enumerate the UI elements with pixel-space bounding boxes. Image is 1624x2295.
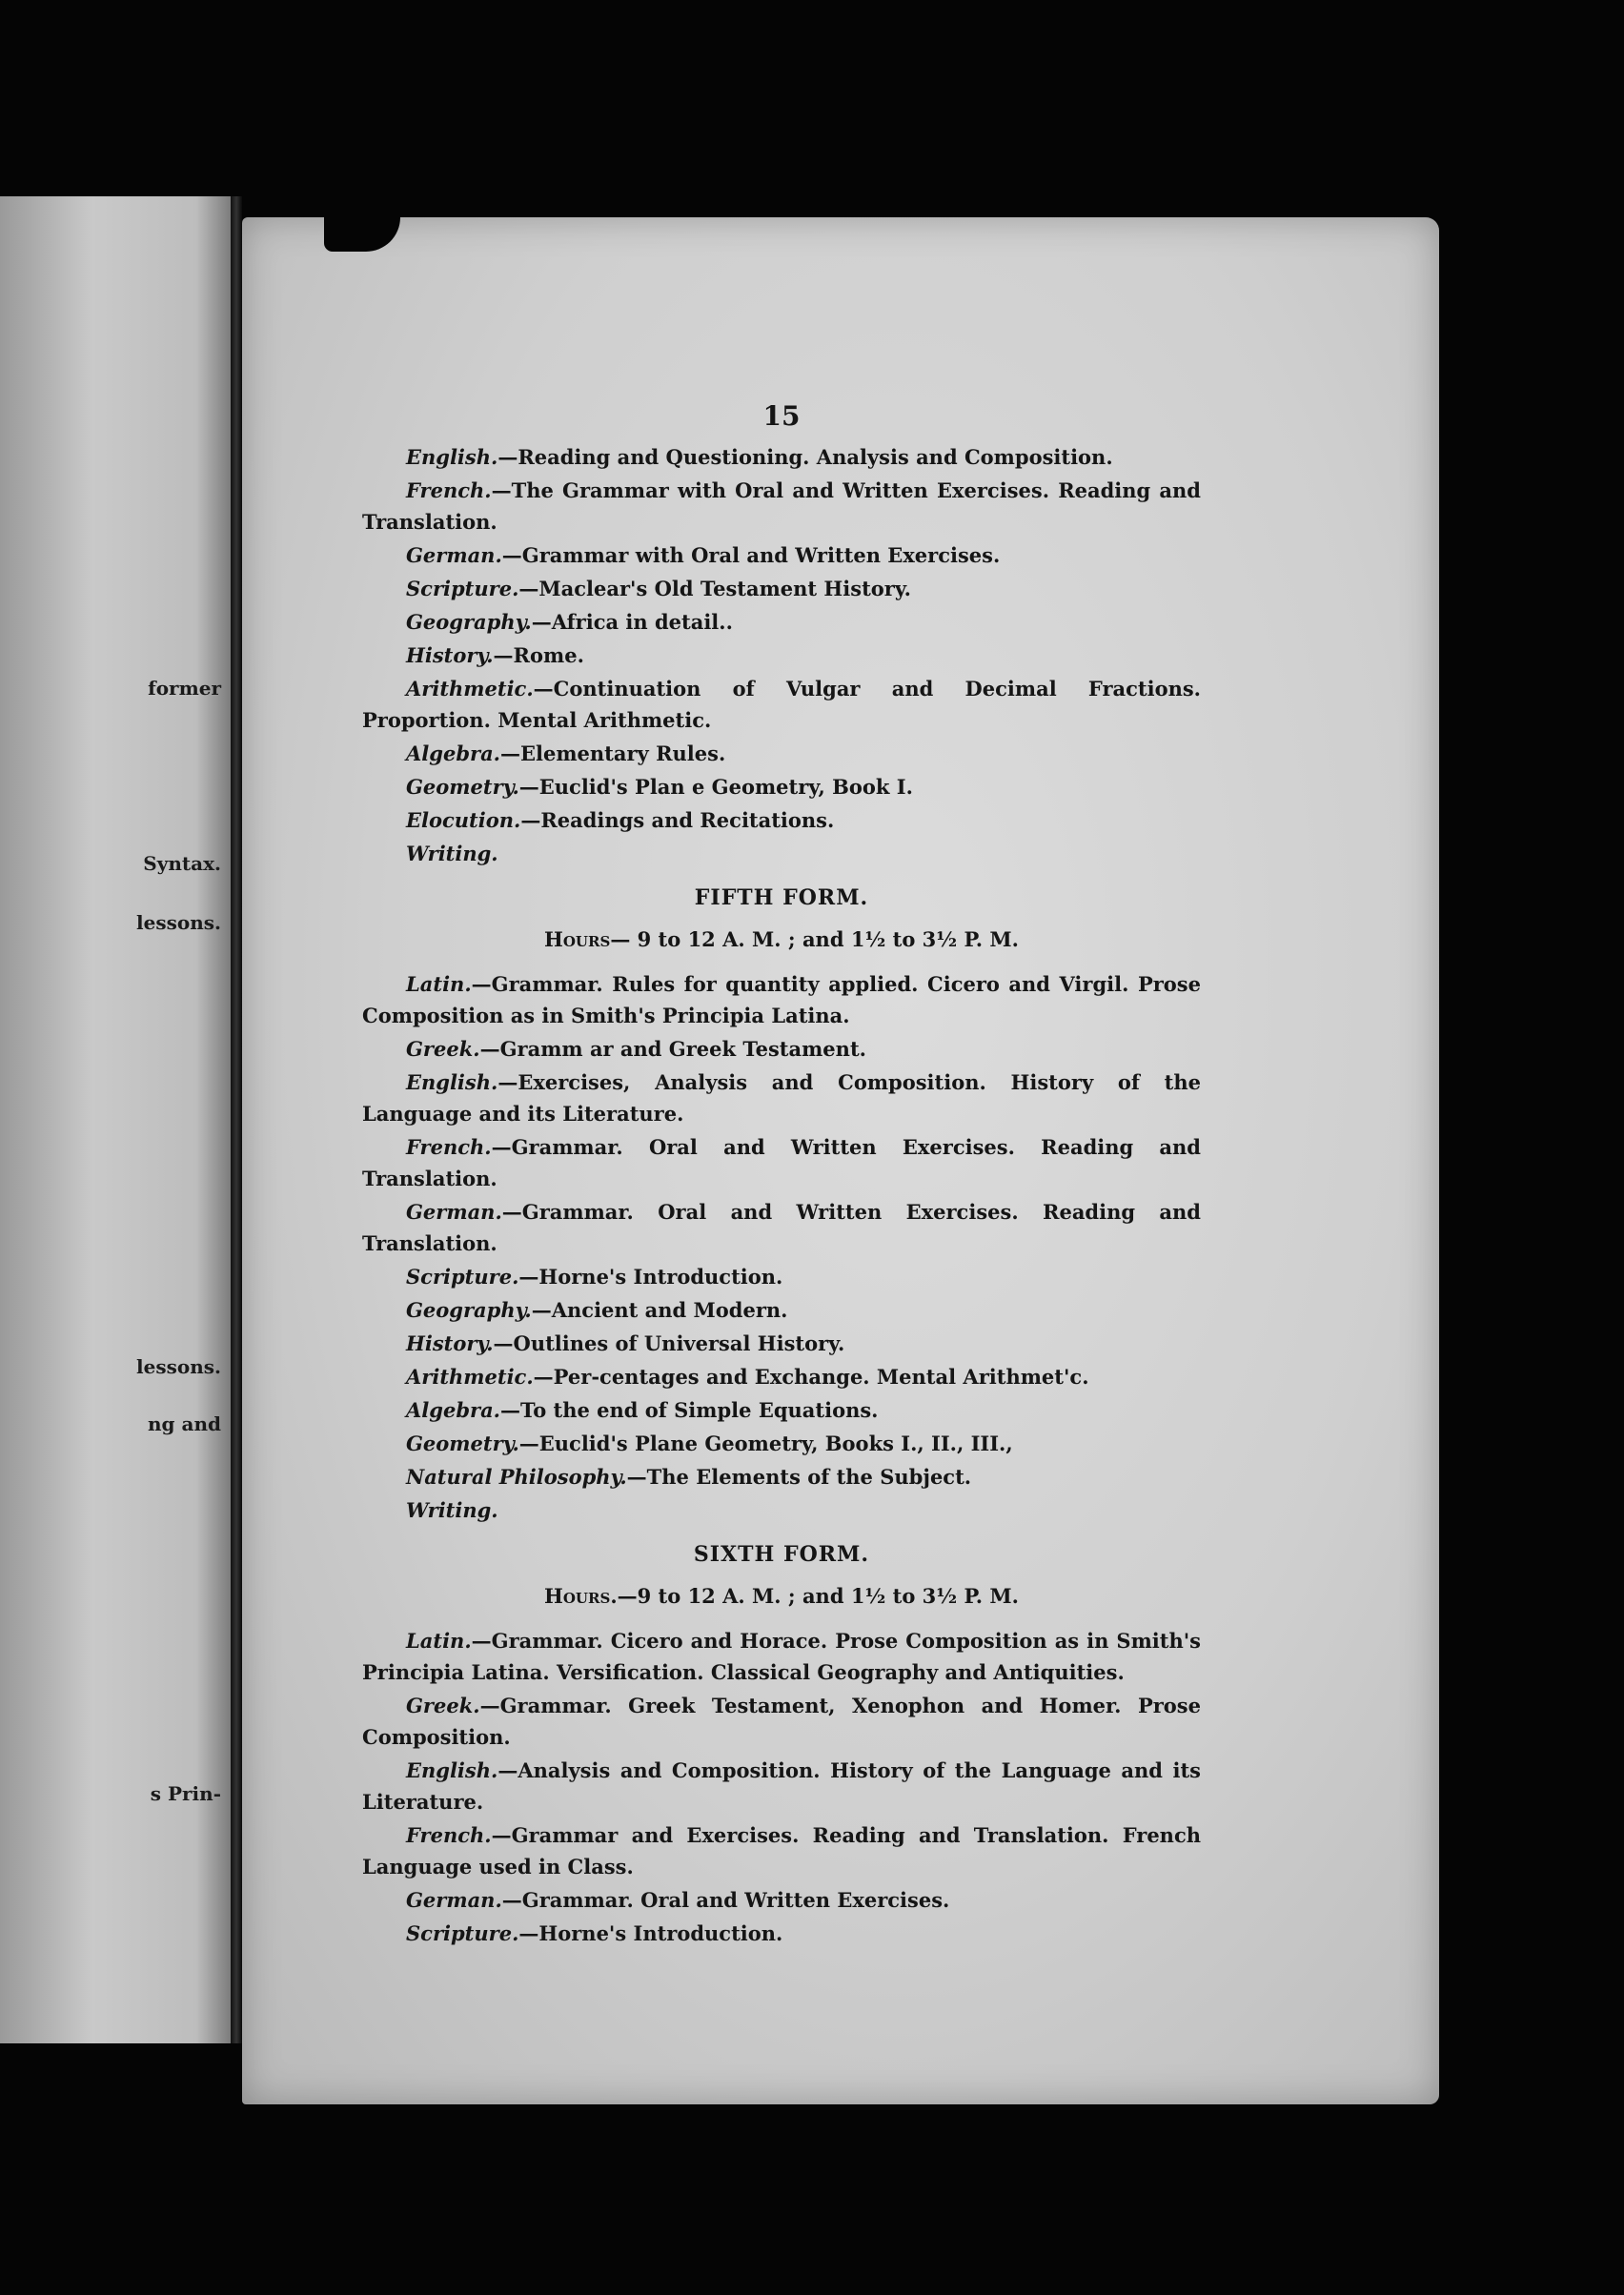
- page-content: [362, 400, 1201, 1951]
- subject-entry: Greek.—Gramm ar and Greek Testament.: [406, 1037, 866, 1061]
- subject-entry: German.—Grammar with Oral and Written Exercises.: [406, 543, 1001, 567]
- subject-entry: Latin.—Grammar. Rules for quantity applied. Cicero and Virgil. Prose Composition as in Smith's Principia Latina.: [362, 972, 1201, 1027]
- section-title: FIFTH FORM.: [694, 885, 869, 910]
- subject-entry: Writing.: [406, 842, 498, 865]
- subject-entry: French.—Grammar. Oral and Written Exercises. Reading and Translation.: [362, 1135, 1201, 1190]
- subject-entry: Scripture.—Horne's Introduction.: [406, 1265, 783, 1289]
- subject-entry: Algebra.—To the end of Simple Equations.: [406, 1398, 879, 1422]
- subject-entry: Scripture.—Horne's Introduction.: [406, 1921, 783, 1945]
- subject-entry: English.—Exercises, Analysis and Composition. History of the Language and its Literature.: [362, 1070, 1201, 1126]
- subject-entry: History.—Rome.: [406, 643, 584, 667]
- subject-entry: Elocution.—Readings and Recitations.: [406, 808, 835, 832]
- hours-line: Hours.—9 to 12 A. M. ; and 1½ to 3½ P. M.: [544, 1584, 1019, 1608]
- fourth-form-continued: [362, 441, 1201, 869]
- subject-entry: English.—Reading and Questioning. Analysis and Composition.: [406, 445, 1113, 469]
- subject-entry: Geography.—Africa in detail..: [406, 610, 733, 634]
- fifth-form-section: [362, 883, 1201, 1526]
- subject-entry: History.—Outlines of Universal History.: [406, 1331, 845, 1355]
- sixth-form-section: [362, 1539, 1201, 1949]
- left-page-fragment: former: [148, 677, 221, 700]
- page-number: 15: [762, 400, 801, 432]
- subject-entry: Writing.: [406, 1498, 498, 1522]
- hours-line: Hours— 9 to 12 A. M. ; and 1½ to 3½ P. M.: [544, 927, 1019, 951]
- left-page-fragment: lessons.: [136, 1355, 221, 1378]
- section-title: SIXTH FORM.: [693, 1542, 870, 1567]
- subject-entry: Latin.—Grammar. Cicero and Horace. Prose Composition as in Smith's Principia Latina. Versification. Classical Geography and Antiquities.: [362, 1629, 1201, 1684]
- left-page-fragment: ng and: [148, 1412, 221, 1435]
- subject-entry: Algebra.—Elementary Rules.: [406, 741, 726, 765]
- subject-entry: French.—Grammar and Exercises. Reading and Translation. French Language used in Class.: [362, 1823, 1201, 1879]
- subject-entry: English.—Analysis and Composition. History of the Language and its Literature.: [362, 1758, 1201, 1814]
- subject-entry: Geometry.—Euclid's Plan e Geometry, Book I.: [406, 775, 913, 799]
- subject-entry: French.—The Grammar with Oral and Written Exercises. Reading and Translation.: [362, 478, 1201, 534]
- subject-entry: Arithmetic.—Continuation of Vulgar and Decimal Fractions. Proportion. Mental Arithmetic.: [362, 677, 1201, 732]
- subject-entry: Greek.—Grammar. Greek Testament, Xenophon and Homer. Prose Composition.: [362, 1694, 1201, 1749]
- left-page-fragment: Syntax.: [143, 852, 221, 875]
- subject-entry: German.—Grammar. Oral and Written Exercises.: [406, 1888, 950, 1912]
- subject-entry: Geometry.—Euclid's Plane Geometry, Books I., II., III.,: [406, 1432, 1013, 1455]
- left-page-fragment: s Prin-: [150, 1782, 221, 1805]
- subject-entry: German.—Grammar. Oral and Written Exercises. Reading and Translation.: [362, 1200, 1201, 1255]
- subject-entry: Arithmetic.—Per-centages and Exchange. Mental Arithmet'c.: [406, 1365, 1089, 1389]
- subject-entry: Natural Philosophy.—The Elements of the Subject.: [406, 1465, 972, 1489]
- subject-entry: Scripture.—Maclear's Old Testament History.: [406, 577, 911, 600]
- left-page-edge: [0, 196, 231, 2043]
- book-gutter: [231, 196, 242, 2043]
- subject-entry: Geography.—Ancient and Modern.: [406, 1298, 788, 1322]
- left-page-fragment: lessons.: [136, 911, 221, 934]
